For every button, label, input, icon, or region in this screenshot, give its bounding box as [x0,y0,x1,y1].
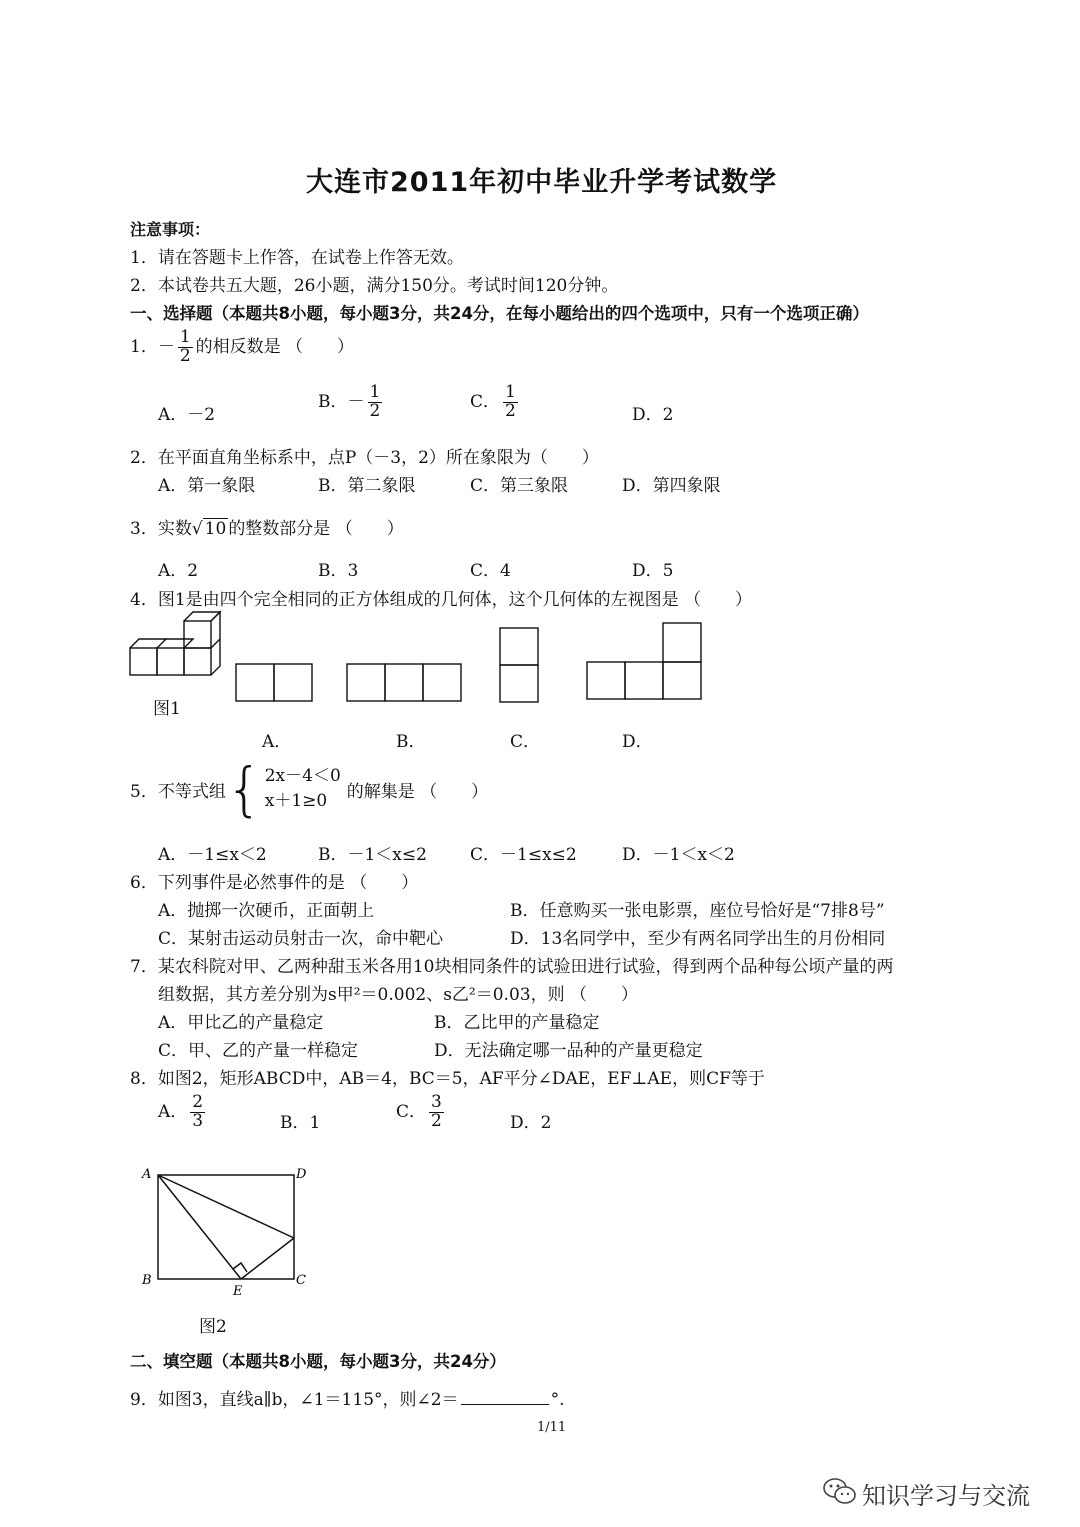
q1-option-a: A．－2 [158,405,216,425]
wechat-icon [822,1476,858,1506]
question-2: 2．在平面直角坐标系中，点P（－3，2）所在象限为（ ） [130,448,599,468]
q4-option-c-figure [499,627,541,705]
section-heading: 二、填空题（本题共8小题，每小题3分，共24分） [130,1352,506,1371]
point-e-label: E [233,1284,243,1299]
figure-1-cubes [128,612,223,677]
figure-1-label: 图1 [153,699,181,719]
q1-option-c: C． $\frac{1}{2}$ [470,382,516,421]
note-item: 1．请在答题卡上作答，在试卷上作答无效。 [130,248,464,268]
figure-2-label: 图2 [199,1317,227,1337]
answer-blank [461,1388,549,1405]
question-3: 3．实数√ 10 的整数部分是 （ ） [130,519,404,539]
q8-option-b: B．1 [280,1113,321,1133]
q8-option-a: A． $\frac{2}{3}$ [158,1092,204,1131]
q1-option-b: B．－ $\frac{1}{2}$ [318,382,381,421]
question-6: 6．下列事件是必然事件的是 （ ） [130,873,419,893]
inequality-system: 2x－4＜0 x＋1≥0 [264,765,341,811]
sqrt-symbol: √ 10 [191,519,227,539]
question-9: 9．如图3，直线a∥b，∠1＝115°，则∠2＝ °. [130,1390,565,1410]
point-c-label: C [296,1273,306,1288]
question-4: 4．图1是由四个完全相同的正方体组成的几何体，这个几何体的左视图是 （ ） [130,590,753,610]
note-item: 2．本试卷共五大题，26小题，满分150分。考试时间120分钟。 [130,276,619,296]
watermark-text: 知识学习与交流 [862,1482,1030,1510]
fraction: $\frac{1}{2}$ [505,382,516,421]
point-d-label: D [296,1167,307,1182]
point-a-label: A [142,1167,152,1182]
q4-option-b: B． [396,732,426,752]
section-heading: 一、选择题（本题共8小题，每小题3分，共24分，在每小题给出的四个选项中，只有一个选项正确） [130,304,869,323]
brace-symbol: { [225,755,263,823]
fraction: $\frac{3}{2}$ [431,1092,442,1131]
q4-option-d: D． [622,732,653,752]
q4-option-c: C． [510,732,541,752]
q6-option-c: C．某射击运动员射击一次，命中靶心 [158,929,444,949]
page-title: 大连市2011年初中毕业升学考试数学 [306,167,778,198]
page-number: 1/11 [537,1420,567,1435]
q6-option-d: D．13名同学中，至少有两名同学出生的月份相同 [510,929,886,949]
q5-option-a: A．－1≤x＜2 [158,845,267,865]
q3-option-c: C．4 [470,561,511,581]
q1-prefix: 1．－ [130,336,175,357]
q8-option-c: C． $\frac{3}{2}$ [396,1092,442,1131]
q4-option-b-figure [346,663,464,703]
q4-option-a-figure [235,663,315,703]
question-7-cont: 组数据，其方差分别为s甲²＝0.002、s乙²＝0.03，则 （ ） [158,985,638,1005]
q5-option-b: B．－1＜x≤2 [318,845,427,865]
notes-heading: 注意事项： [130,220,211,239]
q8-option-d: D．2 [510,1113,552,1133]
point-b-label: B [142,1273,152,1288]
q5-option-d: D．－1＜x＜2 [622,845,735,865]
q2-option-d: D．第四象限 [622,476,721,496]
q1-option-d: D．2 [632,405,674,425]
q3-option-a: A．2 [158,561,199,581]
q7-option-a: A．甲比乙的产量稳定 [158,1013,324,1033]
fraction: $\frac{2}{3}$ [192,1092,204,1131]
question-8: 8．如图2，矩形ABCD中，AB＝4，BC＝5，AF平分∠DAE，EF⊥AE，则CF等于 [130,1069,765,1089]
q6-option-a: A．抛掷一次硬币，正面朝上 [158,901,375,921]
fraction: $\frac{1}{2}$ [369,382,381,421]
q3-option-b: B．3 [318,561,359,581]
q7-option-b: B．乙比甲的产量稳定 [434,1013,600,1033]
question-7: 7．某农科院对甲、乙两种甜玉米各用10块相同条件的试验田进行试验，得到两个品种每公顷产量的两 [130,957,894,977]
figure-2-rectangle [140,1160,320,1310]
question-5: 5．不等式组 { 2x－4＜0 x＋1≥0 的解集是 （ ） [130,755,489,823]
question-1 [130,329,354,366]
q3-option-d: D．5 [632,561,674,581]
q2-option-c: C．第三象限 [470,476,569,496]
q7-option-c: C．甲、乙的产量一样稳定 [158,1041,359,1061]
q4-option-a: A． [262,732,292,752]
q7-option-d: D．无法确定哪一品种的产量更稳定 [434,1041,703,1061]
fraction: $\frac{1}{2}$ [179,327,191,366]
q2-option-b: B．第二象限 [318,476,416,496]
q1-suffix: 的相反数是 （ ） [195,336,355,357]
q2-option-a: A．第一象限 [158,476,256,496]
q5-option-c: C．－1≤x≤2 [470,845,577,865]
q4-option-d-figure [586,622,704,702]
q6-option-b: B．任意购买一张电影票，座位号恰好是“7排8号” [510,901,885,921]
